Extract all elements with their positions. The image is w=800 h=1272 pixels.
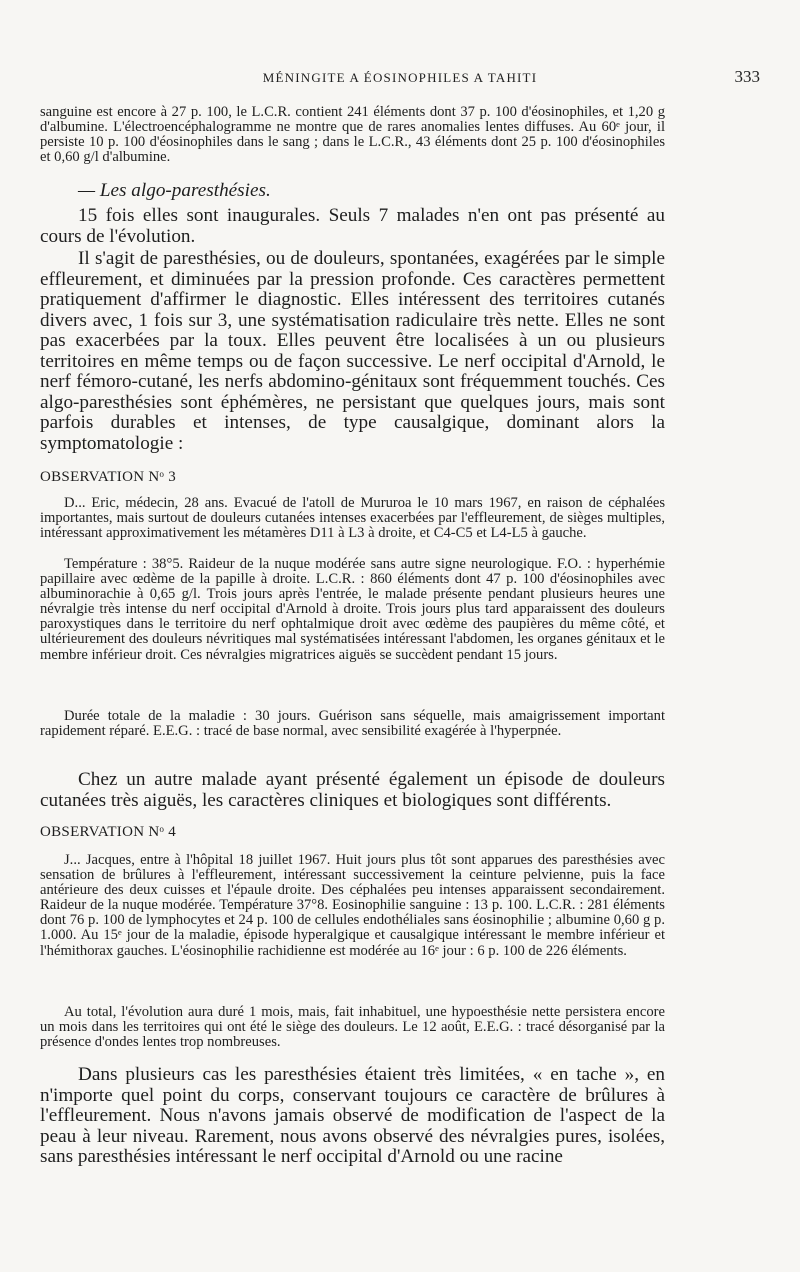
observation-4-paragraph-2: Au total, l'évolution aura duré 1 mois, mais, fait inhabituel, une hypoesthésie nette persistera encore un mois dans les territoires qui ont été le siège des douleurs. Le 12 août, E.E.G. : tracé désorganisé par la présence d'ondes lentes trop nombreuses. — [40, 1004, 665, 1051]
paragraph-autre-malade: Chez un autre malade ayant présenté également un épisode de douleurs cutanées très aiguës, les caractères cliniques et biologiques sont différents. — [40, 769, 665, 811]
page-number: 333 — [734, 67, 760, 86]
observation-3-heading: OBSERVATION Nᵒ 3 — [40, 469, 176, 485]
observation-4-paragraph-1: J... Jacques, entre à l'hôpital 18 juillet 1967. Huit jours plus tôt sont apparues des paresthésies avec sensation de brûlures à l'effleurement, intéressant successivement la ceinture pelvienne, puis la face antérieure des deux cuisses et l'épaule droite. Des céphalées peu intenses apparaissent secondairement. Raideur de la nuque modérée. Température 37°8. Eosinophilie sanguine : 13 p. 100. L.C.R. : 281 éléments dont 76 p. 100 de lymphocytes et 24 p. 100 de cellules endothéliales sans éosinophilie ; albumine 0,60 g p. 1.000. Au 15ᵉ jour de la maladie, épisode hyperalgique et causalgique intéressant le membre inférieur et l'hémithorax gauches. L'éosinophilie rachidienne est modérée au 16ᵉ jour : 6 p. 100 de 226 éléments. — [40, 852, 665, 959]
observation-3-paragraph-1: D... Eric, médecin, 28 ans. Evacué de l'atoll de Mururoa le 10 mars 1967, en raison de céphalées importantes, mais surtout de douleurs cutanées intenses exacerbées par l'effleurement, de sièges multiples, intéressant approximativement les métamères D11 à L3 à droite, et C4-C5 et L4-L5 à gauche. — [40, 495, 665, 542]
paragraph-continuation: sanguine est encore à 27 p. 100, le L.C.R. contient 241 éléments dont 37 p. 100 d'éosinophiles, et 1,20 g d'albumine. L'électroencéphalogramme ne montre que de rares anomalies lentes diffuses. Au 60ᵉ jour, il persiste 10 p. 100 d'éosinophiles dans le sang ; dans le L.C.R., 43 éléments dont 25 p. 100 d'éosinophiles et 0,60 g/l d'albumine. — [40, 104, 665, 166]
running-title: MÉNINGITE A ÉOSINOPHILES A TAHITI — [262, 70, 538, 85]
paragraph-paresthesies: Il s'agit de paresthésies, ou de douleurs, spontanées, exagérées par le simple effleurement, et diminuées par la pression profonde. Ces caractères permettent pratiquement d'affirmer le diagnostic. Elles intéressent des territoires cutanés divers avec, 1 fois sur 3, une systématisation radiculaire très nette. Elles ne sont pas exacerbées par la toux. Elles peuvent être localisées à un ou plusieurs territoires en même temps ou de façon successive. Le nerf occipital d'Arnold, le nerf fémoro-cutané, les nerfs abdomino-génitaux sont fréquemment touchés. Ces algo-paresthésies sont éphémères, ne persistant que quelques jours, mais sont parfois durables et intenses, de type causalgique, dominant alors la symptomatologie : — [40, 248, 665, 454]
paragraph-en-tache: Dans plusieurs cas les paresthésies étaient très limitées, « en tache », en n'importe quel point du corps, conservant toujours ce caractère de brûlures à l'effleurement. Nous n'avons jamais observé de modification de l'aspect de la peau à leur niveau. Rarement, nous avons observé des névralgies pures, isolées, sans paresthésies intéressant le nerf occipital d'Arnold ou une racine — [40, 1064, 665, 1167]
observation-3-paragraph-3: Durée totale de la maladie : 30 jours. Guérison sans séquelle, mais amaigrissement important rapidement réparé. E.E.G. : tracé de base normal, avec sensibilité exagérée à l'hyperpnée. — [40, 708, 665, 740]
running-header — [40, 67, 760, 94]
section-heading: — Les algo-paresthésies. — [78, 180, 271, 201]
observation-3-paragraph-2: Température : 38°5. Raideur de la nuque modérée sans autre signe neurologique. F.O. : hyperhémie papillaire avec œdème de la papille à droite. L.C.R. : 860 éléments dont 47 p. 100 d'éosinophiles avec albuminorachie à 0,65 g/l. Trois jours après l'entrée, le malade présente pendant plusieurs heures une névralgie très intense du nerf occipital d'Arnold à droite. Trois jours plus tard apparaissent des douleurs paroxystiques dans le territoire du nerf ophtalmique droit avec œdème des paupières du même côté, et ultérieurement des douleurs névritiques mal systématisées intéressant l'abdomen, les organes génitaux et le membre inférieur droit. Ces névralgies migratrices aiguës se succèdent pendant 15 jours. — [40, 556, 665, 663]
paragraph-inaugural: 15 fois elles sont inaugurales. Seuls 7 malades n'en ont pas présenté au cours de l'évolution. — [40, 205, 665, 247]
observation-4-heading: OBSERVATION Nᵒ 4 — [40, 824, 176, 840]
